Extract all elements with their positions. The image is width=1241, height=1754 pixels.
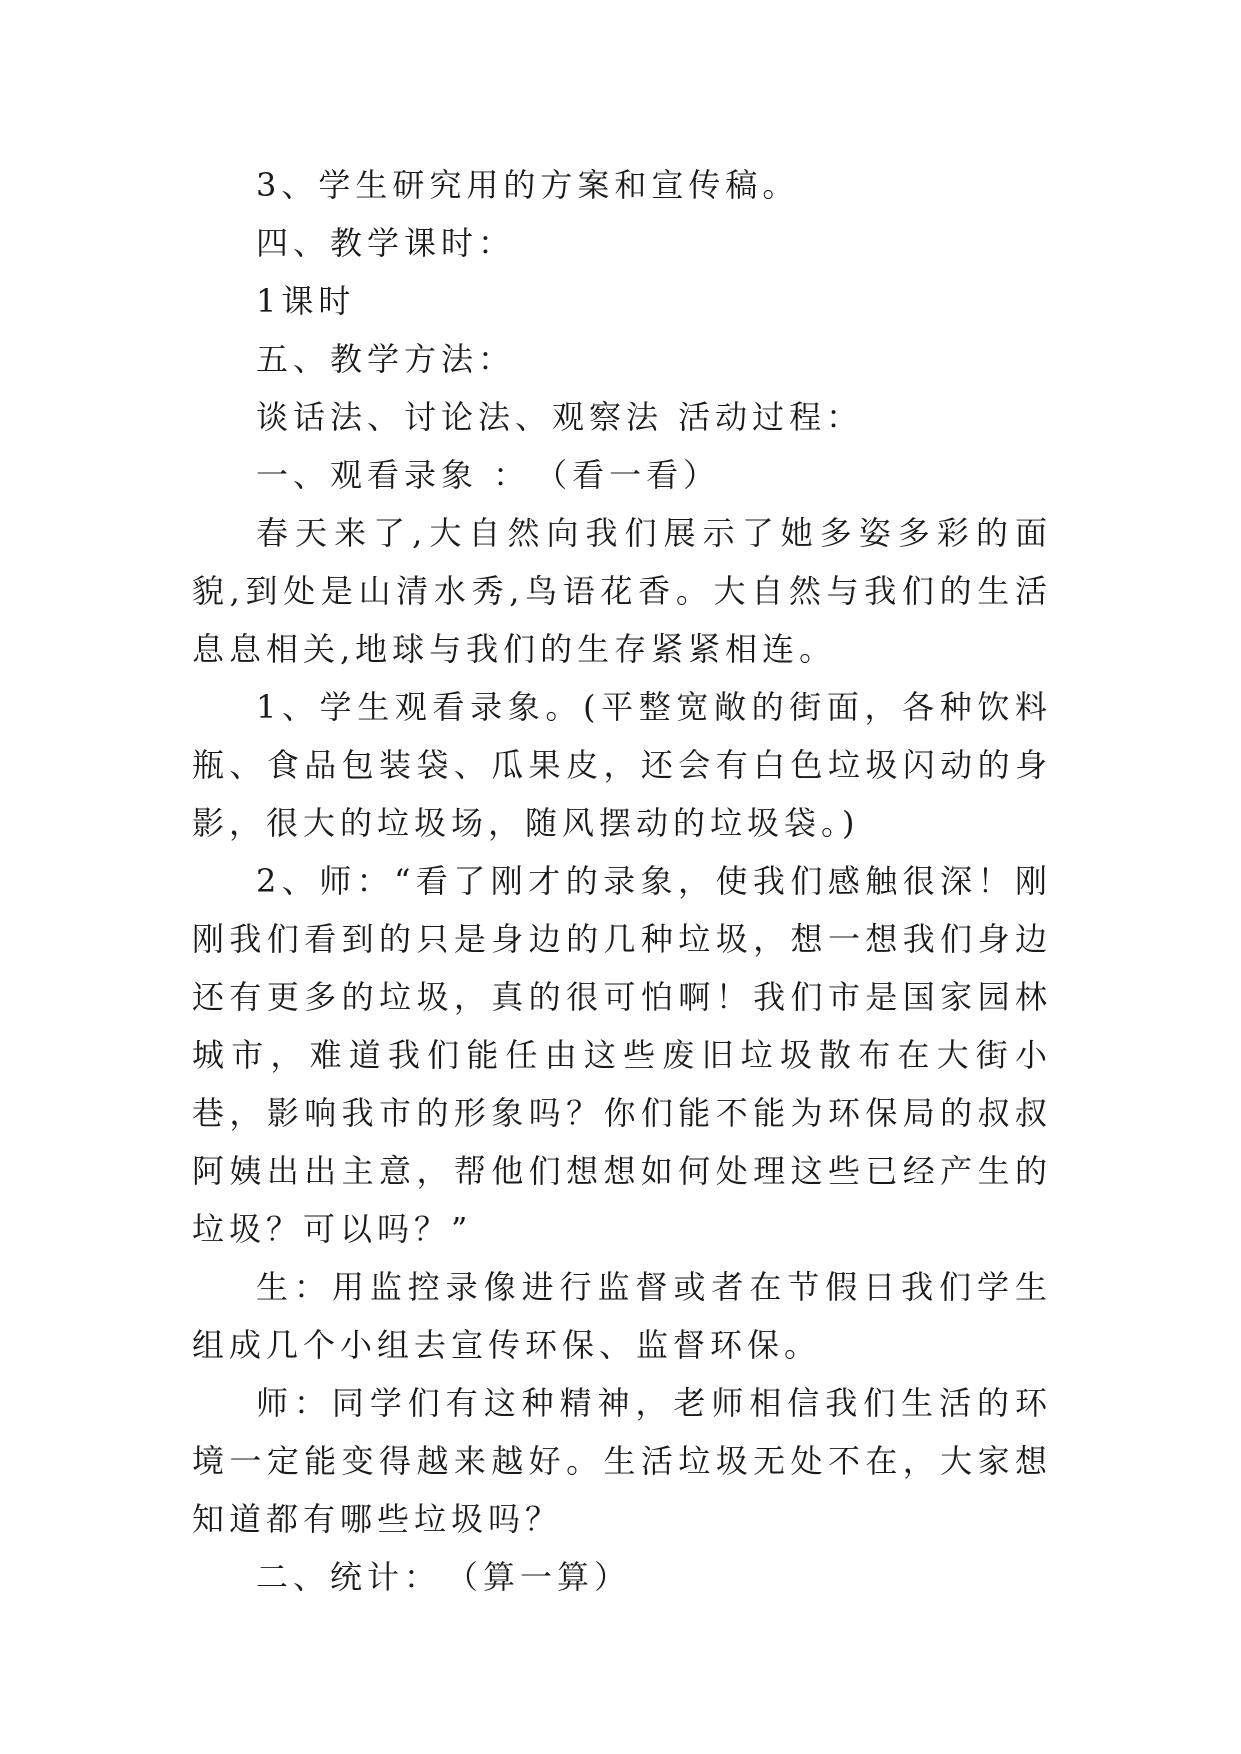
item-materials: 3、学生研究用的方案和宣传稿。 bbox=[256, 166, 800, 204]
heading-teaching-methods: 五、教学方法： bbox=[256, 340, 516, 378]
heading-statistics: 二、统计： （算一算） bbox=[256, 1558, 632, 1596]
teaching-methods-value: 谈话法、讨论法、观察法 活动过程： bbox=[256, 398, 864, 436]
heading-watch-video: 一、观看录象 ： （看一看） bbox=[256, 456, 721, 494]
document-body bbox=[192, 156, 1052, 1606]
paragraph-students-watch: 1、学生观看录象。(平整宽敞的街面，各种饮料瓶、食品包装袋、瓜果皮，还会有白色垃圾闪动的身影，很大的垃圾场，随风摆动的垃圾袋。) bbox=[192, 688, 1052, 842]
heading-lesson-hours: 四、教学课时： bbox=[256, 224, 516, 262]
paragraph-spring-intro: 春天来了,大自然向我们展示了她多姿多彩的面貌,到处是山清水秀,鸟语花香。大自然与我们的生活息息相关,地球与我们的生存紧紧相连。 bbox=[192, 514, 1052, 668]
paragraph-teacher-reply: 师：同学们有这种精神，老师相信我们生活的环境一定能变得越来越好。生活垃圾无处不在，大家想知道都有哪些垃圾吗？ bbox=[192, 1384, 1052, 1538]
lesson-hours-value: 1课时 bbox=[256, 282, 356, 320]
paragraph-teacher-speech: 2、师：“看了刚才的录象，使我们感触很深！刚刚我们看到的只是身边的几种垃圾，想一想我们身边还有更多的垃圾，真的很可怕啊！我们市是国家园林城市，难道我们能任由这些废旧垃圾散布在大街小巷，影响我市的形象吗？你们能不能为环保局的叔叔阿姨出出主意，帮他们想想如何处理这些已经产生的垃圾？可以吗？” bbox=[192, 862, 1052, 1248]
paragraph-student-answer: 生：用监控录像进行监督或者在节假日我们学生组成几个小组去宣传环保、监督环保。 bbox=[192, 1268, 1052, 1364]
